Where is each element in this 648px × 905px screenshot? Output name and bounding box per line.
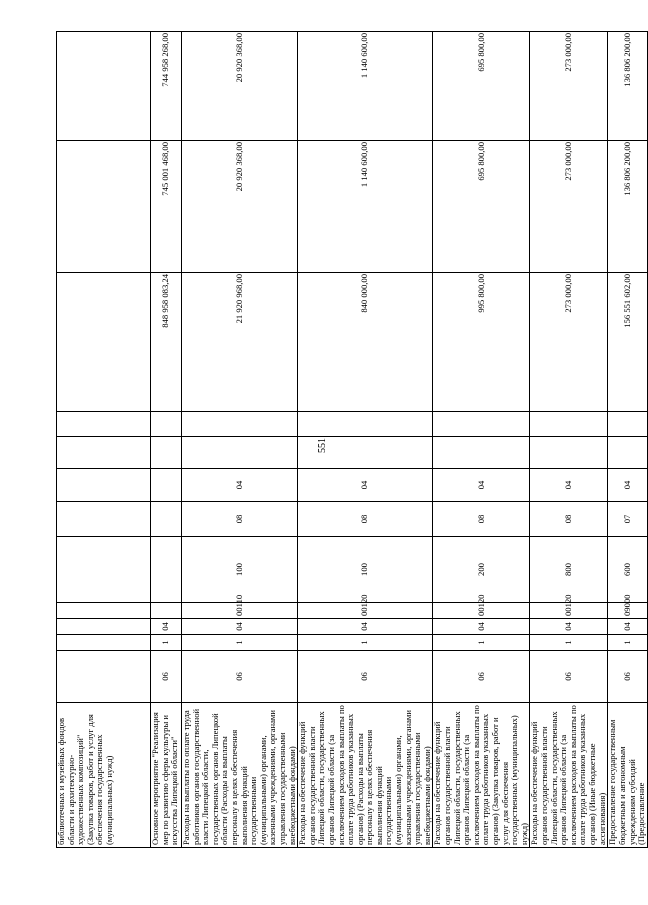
code-cell — [151, 537, 182, 603]
amount-cell: 1 140 600,00 — [298, 32, 433, 141]
code-cell: 04 — [298, 619, 433, 635]
code-cell: 100 — [182, 537, 298, 603]
code-cell: 00120 — [530, 603, 608, 619]
amount-cell: 745 001 468,00 — [151, 141, 182, 273]
code-cell: 00120 — [298, 603, 433, 619]
code-cell: 07 — [608, 502, 647, 537]
code-cell — [530, 437, 608, 469]
row-description: Расходы на обеспечение функций органов государственной власти Липецкой области, государственных органов Липецкой области (за исключением расходов на выплаты по оплате труда работников указанных органов) (Расходы на выплаты персоналу в целях обеспечения выполнения функций государственными (муниципальными) органами, казенными учреждениями, органами управления государственными внебюджетными фондами) — [298, 703, 433, 848]
row-description: Расходы на обеспечение функций органов государственной власти Липецкой области, государственных органов Липецкой области (за исключением расходов на выплаты по оплате труда работников указанных органов) (Иные бюджетные ассигнования) — [530, 703, 608, 848]
code-cell: 04 — [182, 619, 298, 635]
amount-cell: 695 800,00 — [433, 32, 530, 141]
code-cell: 08 — [433, 502, 530, 537]
row-description: Основное мероприятие "Реализация мер по развитию сферы культуры и искусства Липецкой области" — [151, 703, 182, 848]
amount-cell: 156 551 602,00 — [608, 273, 647, 412]
code-cell — [608, 437, 647, 469]
code-cell: 06 — [433, 651, 530, 703]
amount-cell: 20 920 368,00 — [182, 32, 298, 141]
amount-cell: 273 000,00 — [530, 32, 608, 141]
code-cell: 00120 — [433, 603, 530, 619]
code-cell: 06 — [530, 651, 608, 703]
table-row — [530, 32, 608, 848]
table-row — [57, 32, 151, 848]
row-description: Расходы на выплаты по оплате труда работников органов государственной власти Липецкой области, государственных органов Липецкой области (Расходы на выплаты персоналу в целях обеспечения выполнения функций государственными (муниципальными) органами, казенными учреждениями, органами управления государственными внебюджетными фондами) — [182, 703, 298, 848]
code-cell: 200 — [433, 537, 530, 603]
blank-cell — [298, 412, 433, 437]
code-cell: 06 — [608, 651, 647, 703]
amount-cell — [57, 141, 151, 273]
amount-cell: 744 958 268,00 — [151, 32, 182, 141]
code-cell — [57, 603, 151, 619]
budget-table — [56, 31, 648, 848]
code-cell: 800 — [530, 537, 608, 603]
amount-cell: 273 000,00 — [530, 273, 608, 412]
code-cell: 1 — [151, 635, 182, 651]
amount-cell: 136 806 200,00 — [608, 141, 647, 273]
code-cell: 06 — [182, 651, 298, 703]
blank-cell — [433, 412, 530, 437]
code-cell: 600 — [608, 537, 647, 603]
amount-cell — [57, 32, 151, 141]
blank-cell — [57, 412, 151, 437]
code-cell: 04 — [298, 469, 433, 502]
table-row — [151, 32, 182, 848]
code-cell: 04 — [182, 469, 298, 502]
code-cell — [57, 502, 151, 537]
table-row — [298, 32, 433, 848]
code-cell: 08 — [298, 502, 433, 537]
code-cell: 08 — [530, 502, 608, 537]
code-cell: 04 — [530, 619, 608, 635]
code-cell — [182, 437, 298, 469]
code-cell: 100 — [298, 537, 433, 603]
blank-cell — [182, 412, 298, 437]
row-description: библиотечных и музейных фондов области и архитектурно-художественных композиций" (Закупка товаров, работ и услуг для обеспечения государственных (муниципальных) нужд) — [57, 703, 151, 848]
amount-cell: 273 000,00 — [530, 141, 608, 273]
code-cell: 04 — [530, 469, 608, 502]
code-cell: 1 — [298, 635, 433, 651]
code-cell: 04 — [433, 619, 530, 635]
code-cell — [151, 603, 182, 619]
amount-cell: 695 800,00 — [433, 141, 530, 273]
amount-cell: 136 806 200,00 — [608, 32, 647, 141]
table-row — [608, 32, 647, 848]
amount-cell — [57, 273, 151, 412]
budget-table-rotated — [56, 32, 647, 848]
row-description: Предоставление государственным бюджетным и автономным учреждениям субсидий (Предоставление — [608, 703, 647, 848]
code-cell — [57, 651, 151, 703]
blank-cell — [608, 412, 647, 437]
code-cell — [57, 619, 151, 635]
code-cell — [151, 502, 182, 537]
code-cell: 1 — [608, 635, 647, 651]
code-cell: 04 — [433, 469, 530, 502]
code-cell — [298, 437, 433, 469]
blank-cell — [530, 412, 608, 437]
code-cell — [57, 537, 151, 603]
amount-cell: 840 000,00 — [298, 273, 433, 412]
code-cell: 04 — [608, 619, 647, 635]
code-cell: 00110 — [182, 603, 298, 619]
table-row — [433, 32, 530, 848]
row-description: Расходы на обеспечение функций органов государственной власти Липецкой области, государственных органов Липецкой области (за исключением расходов на выплаты по оплате труда работников указанных органов) (Закупка товаров, работ и услуг для обеспечения государственных (муниципальных) нужд) — [433, 703, 530, 848]
amount-cell: 848 958 083,24 — [151, 273, 182, 412]
page-number: 551 — [317, 438, 328, 453]
code-cell — [57, 635, 151, 651]
code-cell: 04 — [608, 469, 647, 502]
amount-cell: 21 920 968,00 — [182, 273, 298, 412]
code-cell: 09000 — [608, 603, 647, 619]
code-cell — [57, 469, 151, 502]
code-cell: 08 — [182, 502, 298, 537]
code-cell — [151, 469, 182, 502]
amount-cell: 995 800,00 — [433, 273, 530, 412]
code-cell: 1 — [433, 635, 530, 651]
code-cell: 06 — [298, 651, 433, 703]
amount-cell: 1 140 600,00 — [298, 141, 433, 273]
code-cell: 04 — [151, 619, 182, 635]
code-cell: 06 — [151, 651, 182, 703]
code-cell — [57, 437, 151, 469]
blank-cell — [151, 412, 182, 437]
code-cell — [151, 437, 182, 469]
code-cell — [433, 437, 530, 469]
code-cell: 1 — [182, 635, 298, 651]
code-cell: 1 — [530, 635, 608, 651]
amount-cell: 20 920 368,00 — [182, 141, 298, 273]
table-row — [182, 32, 298, 848]
